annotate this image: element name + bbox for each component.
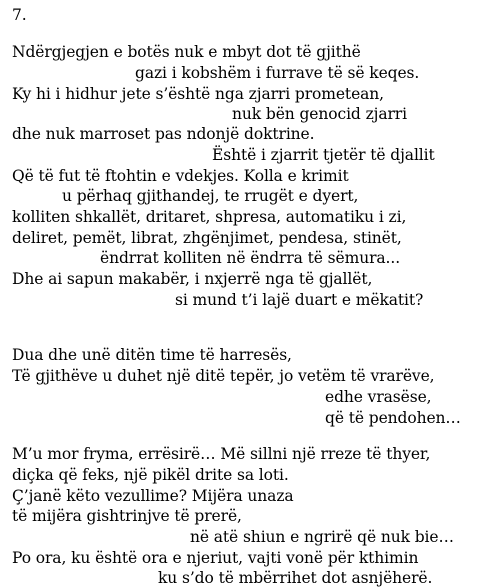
poem-line: Dua dhe unë ditën time të harresës, — [12, 346, 292, 364]
poem-line: në atë shiun e ngrirë që nuk bie… — [190, 528, 454, 546]
poem-line: Që të fut të ftohtin e vdekjes. Kolla e krimit — [12, 167, 349, 185]
poem-line: nuk bën genocid zjarri — [232, 105, 407, 123]
poem-line: Dhe ai sapun makabër, i nxjerrë nga të gjallët, — [12, 270, 373, 288]
poem-line: ku s’do të mbërrihet dot asnjëherë. — [158, 569, 433, 587]
poem-line: ëndrrat kolliten në ëndrra të sëmura... — [100, 249, 401, 267]
poem-line: diçka që feks, një pikël drite sa loti. — [12, 466, 289, 484]
poem-line: dhe nuk marroset pas ndonjë doktrine. — [12, 125, 315, 143]
poem-line: Ky hi i hidhur jete s’është nga zjarri prometean, — [12, 85, 384, 103]
poem-line: M’u mor fryma, errësirë… Më sillni një rreze të thyer, — [12, 445, 431, 463]
poem-line: Po ora, ku është ora e njeriut, vajti vonë për kthimin — [12, 549, 419, 567]
poem-line: Ndërgjegjen e botës nuk e mbyt dot të gjithë — [12, 43, 361, 61]
poem-line: deliret, pemët, librat, zhgënjimet, pendesa, stinët, — [12, 229, 402, 247]
poem-line: Ç’janë këto vezullime? Mijëra unaza — [12, 487, 294, 505]
poem-number: 7. — [12, 6, 27, 24]
poem-line: gazi i kobshëm i furrave të së keqes. — [135, 64, 420, 82]
poem-line: kolliten shkallët, dritaret, shpresa, automatiku i zi, — [12, 208, 407, 226]
poem-line: Të gjithëve u duhet një ditë tepër, jo vetëm të vrarëve, — [12, 367, 435, 385]
poem-line: si mund t’i lajë duart e mëkatit? — [175, 291, 424, 309]
poem-line: u përhaq gjithandej, te rrugët e dyert, — [62, 187, 359, 205]
poem-line: Është i zjarrit tjetër të djallit — [212, 146, 435, 164]
poem-line: të mijëra gishtrinjve të prerë, — [12, 507, 242, 525]
poem-line: që të pendohen… — [325, 409, 461, 427]
poem-line: edhe vrasëse, — [325, 388, 432, 406]
